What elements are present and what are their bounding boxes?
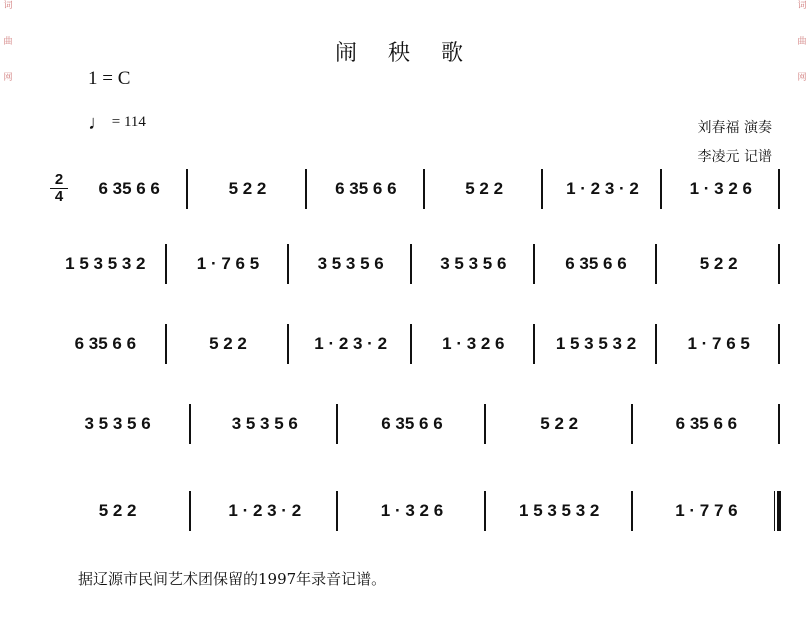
barline	[186, 169, 188, 209]
measure: 1 · 2 3 · 2	[228, 501, 302, 520]
measure: 3 5 3 5 6	[440, 254, 507, 273]
score-row	[44, 398, 780, 452]
measure: 1 · 2 3 · 2	[314, 334, 388, 353]
score-row	[44, 238, 780, 292]
measure: 1 5 3 5 3 2	[65, 254, 146, 273]
quarter-note-icon: ♩	[88, 112, 108, 134]
measure: 6 35 6 6	[335, 179, 397, 198]
barline	[305, 169, 307, 209]
measure: 1 · 3 2 6	[442, 334, 505, 353]
barline	[189, 491, 191, 531]
measure: 1 · 2 3 · 2	[566, 179, 639, 198]
measure: 1 · 7 6 5	[687, 334, 750, 353]
measure: 6 35 6 6	[565, 254, 627, 273]
measure: 1 · 7 7 6	[675, 501, 738, 520]
barline	[410, 324, 412, 364]
barline	[660, 169, 662, 209]
barline	[631, 491, 633, 531]
tempo-value: = 114	[111, 114, 146, 130]
watermark-char: 网	[797, 73, 807, 83]
barline	[189, 404, 191, 444]
measure: 6 35 6 6	[675, 414, 738, 433]
barline	[165, 244, 167, 284]
barline	[778, 404, 780, 444]
source-footnote: 据辽源市民间艺术团保留的1997年录音记谱。	[78, 570, 387, 588]
measure: 5 2 2	[228, 179, 267, 198]
measure: 1 · 7 6 5	[196, 254, 260, 273]
measure: 6 35 6 6	[381, 414, 443, 433]
measure: 1 · 3 2 6	[380, 501, 444, 520]
barline	[287, 244, 289, 284]
score-title: 闹 秧 歌	[335, 41, 475, 66]
key-signature: 1 = C	[88, 68, 131, 89]
score-row	[44, 318, 780, 372]
barline	[778, 169, 780, 209]
barline	[778, 324, 780, 364]
measure: 3 5 3 5 6	[84, 414, 151, 433]
measure: 6 35 6 6	[74, 334, 137, 353]
barline	[655, 244, 657, 284]
watermark-char: 词	[3, 1, 13, 11]
time-signature-bottom: 4	[54, 188, 64, 205]
measure: 5 2 2	[465, 179, 504, 198]
barline	[484, 491, 486, 531]
barline	[541, 169, 543, 209]
score-row	[44, 485, 780, 539]
watermark-char: 词	[797, 1, 807, 11]
transcriber-credit: 李凌元 记谱	[697, 149, 772, 165]
watermark-char: 曲	[797, 37, 807, 47]
measure: 3 5 3 5 6	[317, 254, 384, 273]
barline	[778, 244, 780, 284]
score-row	[44, 163, 780, 217]
barline	[533, 244, 535, 284]
barline	[410, 244, 412, 284]
watermark-char: 曲	[3, 37, 13, 47]
barline	[336, 404, 338, 444]
performer-credit: 刘春福 演奏	[697, 120, 772, 136]
barline	[287, 324, 289, 364]
tempo-marking	[88, 112, 146, 135]
barline	[484, 404, 486, 444]
barline	[336, 491, 338, 531]
measure: 5 2 2	[699, 254, 738, 273]
measure: 5 2 2	[209, 334, 247, 353]
measure: 1 5 3 5 3 2	[519, 501, 600, 520]
measure: 6 35 6 6	[98, 179, 160, 198]
left-watermark-strip	[0, 0, 16, 635]
barline	[655, 324, 657, 364]
measure: 1 · 3 2 6	[689, 179, 752, 198]
right-watermark-strip	[794, 0, 810, 635]
measure: 3 5 3 5 6	[231, 414, 298, 433]
measure: 1 5 3 5 3 2	[555, 334, 637, 353]
barline	[533, 324, 535, 364]
barline	[423, 169, 425, 209]
barline	[631, 404, 633, 444]
time-signature-top: 2	[54, 171, 64, 188]
final-barline	[774, 491, 781, 531]
measure: 5 2 2	[540, 414, 579, 433]
watermark-char: 网	[3, 73, 13, 83]
barline	[165, 324, 167, 364]
measure: 5 2 2	[98, 501, 137, 520]
